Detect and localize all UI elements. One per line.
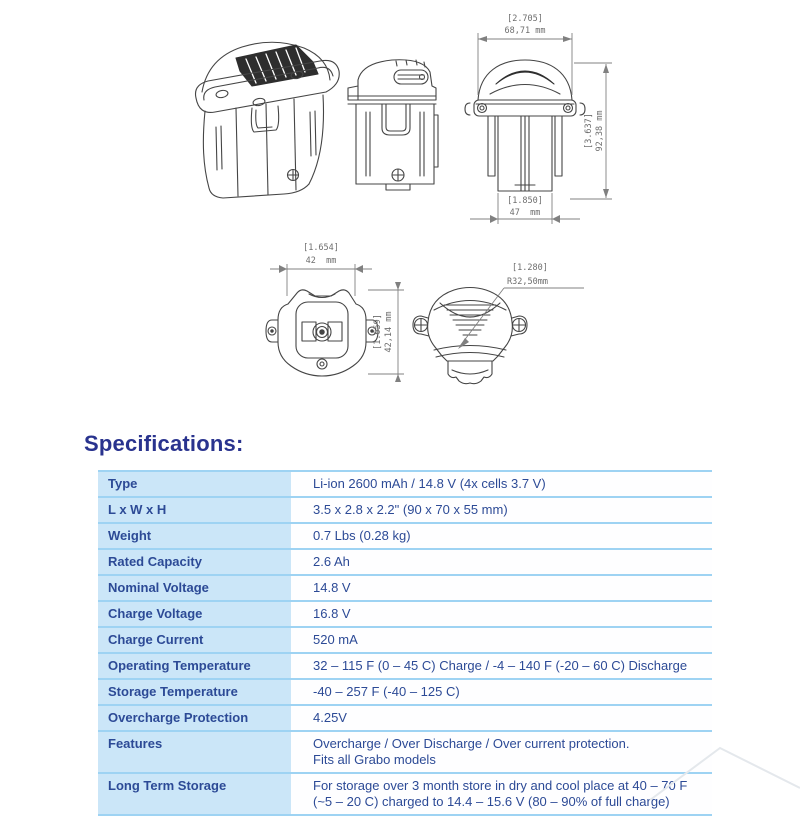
spec-value-line: 0.7 Lbs (0.28 kg) <box>313 528 411 543</box>
drawing-isometric-view <box>196 42 340 198</box>
drawing-top-view <box>413 288 527 384</box>
front-width-mm-dim: 68,71 mm <box>504 26 546 36</box>
spec-value-line: 4.25V <box>313 710 347 725</box>
spec-label: Storage Temperature <box>98 680 291 704</box>
table-row <box>98 602 712 628</box>
front-height-bracket-dim: [3.637] <box>584 113 594 149</box>
front-height-mm-dim: 92,38 mm <box>595 110 605 152</box>
table-row <box>98 628 712 654</box>
spec-value-line: 3.5 x 2.8 x 2.2" (90 x 70 x 55 mm) <box>313 502 508 517</box>
spec-value <box>291 654 712 678</box>
spec-label: Long Term Storage <box>98 774 291 814</box>
bottom-width-bracket-dim: [1.654] <box>303 243 339 253</box>
spec-value-line: 2.6 Ah <box>313 554 350 569</box>
spec-value-line: 14.8 V <box>313 580 351 595</box>
table-row <box>98 706 712 732</box>
spec-label: Charge Current <box>98 628 291 652</box>
spec-value <box>291 472 712 496</box>
front-base-mm-dim: 47 mm <box>509 208 541 218</box>
bottom-height-bracket-dim: [1.659] <box>373 314 383 350</box>
spec-value-line: 32 – 115 F (0 – 45 C) Charge / -4 – 140 F (-20 – 60 C) Discharge <box>313 658 688 673</box>
specifications-table <box>98 470 712 816</box>
front-width-bracket-dim: [2.705] <box>507 14 543 24</box>
watermark-lines <box>630 730 800 800</box>
spec-value-line: For storage over 3 month store in dry and cool place at 40 – 70 F (~5 – 20 C) charged to 14.4 – 15.6 V (80 – 90% of full charge) <box>313 778 688 809</box>
table-row <box>98 732 712 774</box>
spec-value-line: 520 mA <box>313 632 358 647</box>
top-radius-mm-dim: R32,50mm <box>507 277 548 287</box>
table-row <box>98 550 712 576</box>
spec-value-line: Overcharge / Over Discharge / Over current protection. <box>313 736 630 751</box>
spec-value <box>291 680 712 704</box>
drawing-side-view <box>348 60 438 190</box>
drawing-front-view <box>465 60 585 191</box>
spec-value <box>291 602 712 626</box>
spec-value <box>291 628 712 652</box>
table-row <box>98 576 712 602</box>
bottom-width-mm-dim: 42 mm <box>305 256 337 266</box>
page-title: Specifications: <box>84 431 244 456</box>
spec-label: Weight <box>98 524 291 548</box>
spec-label: Rated Capacity <box>98 550 291 574</box>
spec-value <box>291 550 712 574</box>
bottom-height-mm-dim: 42,14 mm <box>384 311 394 353</box>
specifications-section <box>84 431 712 816</box>
table-row <box>98 774 712 816</box>
spec-label: Charge Voltage <box>98 602 291 626</box>
spec-value <box>291 498 712 522</box>
front-base-bracket-dim: [1.850] <box>507 196 543 206</box>
top-radius-bracket-dim: [1.280] <box>512 263 548 273</box>
table-row <box>98 654 712 680</box>
spec-value <box>291 524 712 548</box>
spec-value-line: -40 – 257 F (-40 – 125 C) <box>313 684 460 699</box>
spec-value <box>291 706 712 730</box>
spec-value <box>291 576 712 600</box>
spec-label: L x W x H <box>98 498 291 522</box>
table-row <box>98 498 712 524</box>
spec-value-line: Li-ion 2600 mAh / 14.8 V (4x cells 3.7 V) <box>313 476 546 491</box>
spec-label: Overcharge Protection <box>98 706 291 730</box>
spec-value-line: Fits all Grabo models <box>313 752 436 767</box>
spec-label: Nominal Voltage <box>98 576 291 600</box>
spec-value-line: 16.8 V <box>313 606 351 621</box>
drawing-bottom-view <box>266 290 378 376</box>
spec-label: Features <box>98 732 291 772</box>
table-row <box>98 524 712 550</box>
spec-label: Operating Temperature <box>98 654 291 678</box>
spec-label: Type <box>98 472 291 496</box>
table-row <box>98 680 712 706</box>
table-row <box>98 472 712 498</box>
